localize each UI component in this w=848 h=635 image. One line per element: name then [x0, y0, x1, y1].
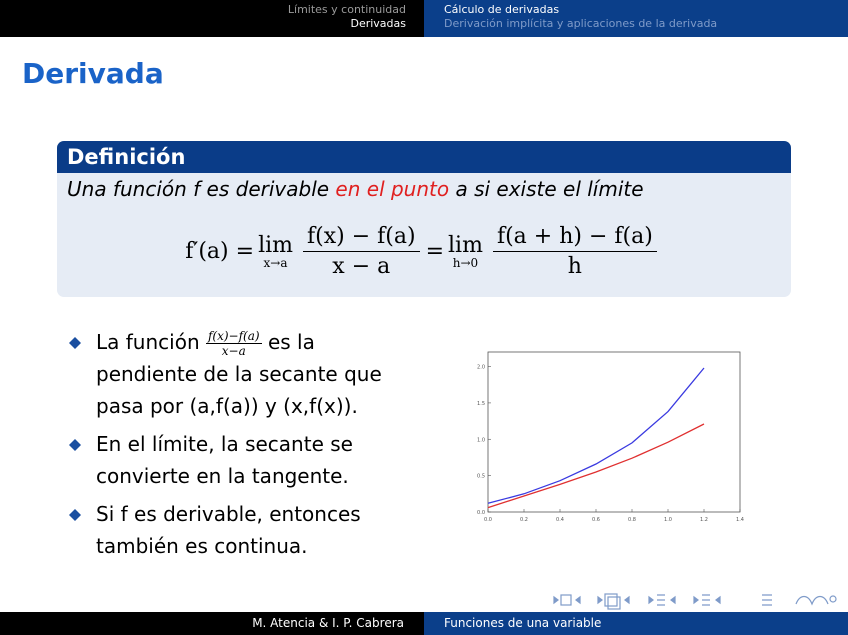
x-tick-label: 1.2 [700, 517, 708, 523]
nav-appendix-icon[interactable] [762, 595, 772, 605]
bullet-icon [68, 336, 82, 350]
nav-prev-slide-icon[interactable] [694, 595, 720, 605]
derivative-formula [57, 224, 791, 279]
definition-title: Definición [57, 141, 791, 173]
fraction-2-numerator: f(a + h) − f(a) [493, 224, 657, 252]
limit-1-subscript: x→a [263, 256, 288, 270]
header-left-section [0, 0, 424, 37]
nav-prev-subsection-icon[interactable] [649, 595, 675, 605]
limit-1 [258, 233, 293, 270]
y-tick-label: 0.5 [477, 473, 485, 480]
header-bar [0, 0, 848, 37]
bullet-icon [68, 438, 82, 452]
fraction-1 [303, 224, 420, 279]
bullet-1-fraction-denominator: x−a [221, 344, 246, 358]
x-tick-label: 1.0 [664, 517, 672, 523]
nav-prev-section-icon[interactable] [598, 594, 629, 609]
definition-block [57, 141, 791, 297]
formula-lhs: f′(a) = [185, 239, 255, 264]
x-tick-label: 0.2 [520, 517, 528, 523]
limit-2-label: lim [448, 233, 483, 258]
secant-tangent-chart [470, 344, 748, 530]
fraction-2 [493, 224, 657, 279]
definition-highlight: en el punto [335, 177, 450, 201]
x-tick-label: 0.0 [484, 517, 492, 523]
limit-2-subscript: h→0 [452, 256, 479, 270]
x-tick-label: 0.8 [628, 517, 636, 523]
y-tick-label: 2.0 [477, 364, 485, 371]
beamer-navigation-symbols [550, 590, 840, 610]
bullet-1-fraction-numerator: f(x)−f(a) [207, 329, 260, 343]
bullet-2-text: En el límite, la secante se convierte en la tangente. [96, 432, 353, 488]
y-tick-label: 0.0 [477, 510, 485, 516]
bullet-icon [68, 508, 82, 522]
nav-prev-frame-icon[interactable] [554, 595, 580, 605]
limit-2 [448, 233, 483, 270]
footer-title[interactable]: Funciones de una variable [424, 612, 848, 635]
y-tick-label: 1.0 [477, 437, 485, 444]
header-subsection-link[interactable]: Derivadas [350, 17, 406, 30]
x-tick-label: 1.4 [736, 517, 744, 523]
bullet-1-post: es la pendiente de la secante que pasa por (a,f(a)) y (x,f(x)). [96, 330, 382, 418]
y-tick-label: 1.5 [477, 400, 485, 407]
frame-title: Derivada [22, 57, 164, 90]
definition-text [57, 173, 791, 205]
bullet-1-pre: La función [96, 330, 206, 354]
fraction-1-numerator: f(x) − f(a) [303, 224, 420, 252]
formula-equals: = [425, 239, 444, 264]
header-subsection-link[interactable]: Derivación implícita y aplicaciones de la derivada [444, 17, 718, 30]
plot-area [488, 352, 740, 512]
bullet-list [66, 326, 416, 568]
list-item [66, 326, 416, 422]
footer-bar [0, 612, 848, 635]
definition-text-part1: Una función f es derivable [67, 177, 336, 201]
fraction-2-denominator: h [567, 254, 582, 279]
header-section-link[interactable]: Cálculo de derivadas [444, 3, 560, 16]
fraction-1-denominator: x − a [332, 254, 391, 279]
definition-text-part2: a si existe el límite [449, 177, 644, 201]
header-right-section [424, 0, 848, 37]
nav-search-icon[interactable] [796, 596, 836, 604]
list-item [66, 428, 416, 492]
footer-authors[interactable]: M. Atencia & I. P. Cabrera [0, 612, 424, 635]
bullet-1-fraction [206, 329, 262, 358]
limit-1-label: lim [258, 233, 293, 258]
header-section-link[interactable]: Límites y continuidad [287, 3, 406, 16]
bullet-3-text: Si f es derivable, entonces también es continua. [96, 502, 361, 558]
list-item [66, 498, 416, 562]
x-tick-label: 0.6 [592, 517, 600, 523]
x-tick-label: 0.4 [556, 517, 564, 523]
